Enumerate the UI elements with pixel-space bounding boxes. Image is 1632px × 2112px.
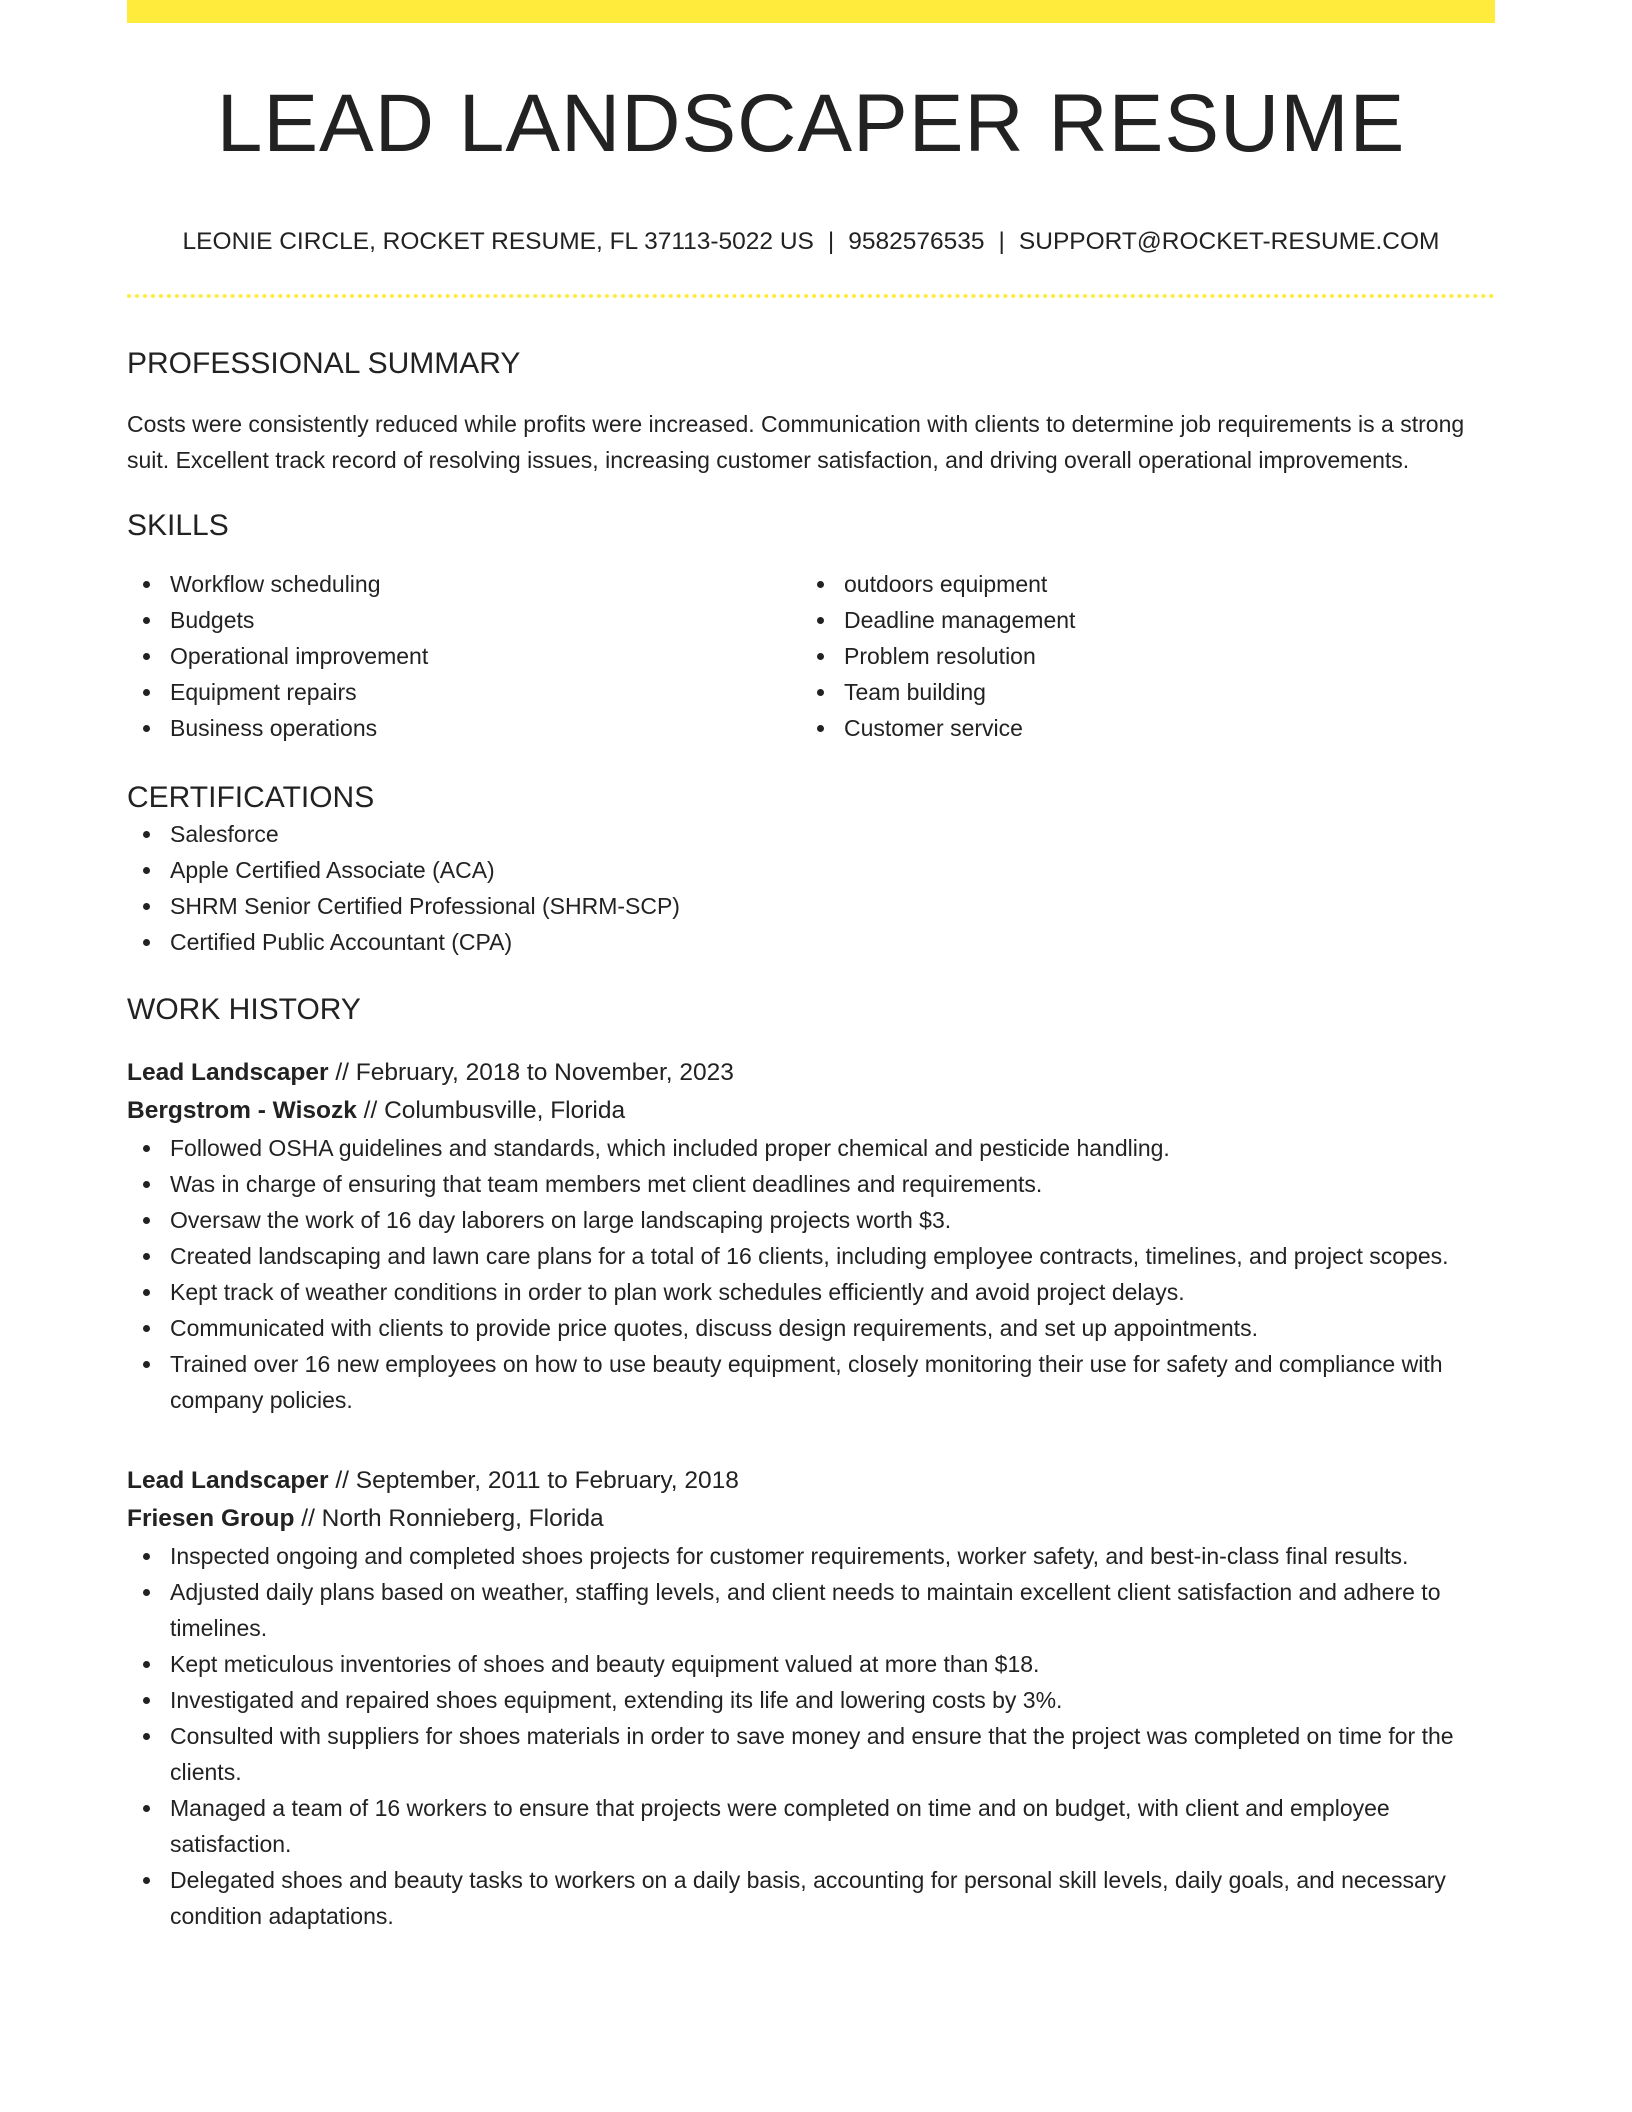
job-title-line [127,1054,1495,1092]
job-duty-item [127,1310,1495,1346]
job-duty-item [127,1682,1495,1718]
job-duty-item [127,1202,1495,1238]
bullet-dot [143,939,150,946]
bullet-dot [143,1145,150,1152]
job-duty-text: Created landscaping and lawn care plans for a total of 16 clients, including employee contracts, timelines, and project scopes. [170,1242,1449,1269]
job-duty-item [127,1574,1495,1646]
bullet-dot [143,1253,150,1260]
job-company: Bergstrom - Wisozk [127,1096,357,1124]
job-title: Lead Landscaper [127,1058,329,1086]
bullet-dot [143,581,150,588]
job-location: // North Ronnieberg, Florida [294,1504,604,1532]
certification-item [127,924,1495,960]
skill-text: Deadline management [844,606,1076,633]
bullet-dot [143,1697,150,1704]
skills-column-left [127,566,801,746]
bullet-dot [143,689,150,696]
certification-item [127,816,1495,852]
job-entry [127,1054,1495,1418]
certification-item [127,888,1495,924]
job-duty-item [127,1238,1495,1274]
skills-columns [127,566,1495,746]
job-duty-text: Kept track of weather conditions in order to plan work schedules efficiently and avoid project delays. [170,1278,1185,1305]
job-duty-text: Kept meticulous inventories of shoes and beauty equipment valued at more than $18. [170,1650,1040,1677]
job-duty-text: Adjusted daily plans based on weather, staffing levels, and client needs to maintain excellent client satisfaction and adhere to timelines. [170,1578,1441,1641]
bullet-dot [143,1361,150,1368]
job-duty-text: Followed OSHA guidelines and standards, which included proper chemical and pesticide handling. [170,1134,1170,1161]
bullet-dot [143,1181,150,1188]
job-duty-item [127,1538,1495,1574]
bullet-dot [143,617,150,624]
bullet-dot [143,867,150,874]
job-duty-item [127,1646,1495,1682]
bullet-dot [143,903,150,910]
job-duty-item [127,1790,1495,1862]
job-duty-item [127,1346,1495,1418]
bullet-dot [143,1661,150,1668]
bullet-dot [143,1805,150,1812]
job-title-line [127,1462,1495,1500]
bullet-dot [143,725,150,732]
bullet-dot [143,1733,150,1740]
skill-item [127,674,801,710]
skill-text: Operational improvement [170,642,429,669]
skill-text: outdoors equipment [844,570,1048,597]
bullet-dot [143,831,150,838]
skill-item [801,602,1475,638]
job-company-line [127,1500,1495,1538]
skill-item [801,710,1475,746]
certification-text: Apple Certified Associate (ACA) [170,856,495,883]
skill-item [801,566,1475,602]
certification-text: Salesforce [170,820,279,847]
job-duties-list [127,1130,1495,1418]
contact-email: SUPPORT@ROCKET-RESUME.COM [1018,228,1440,256]
job-duty-item [127,1130,1495,1166]
contact-separator: | [998,228,1005,256]
certification-text: Certified Public Accountant (CPA) [170,928,513,955]
skill-text: Problem resolution [844,642,1036,669]
summary-heading: PROFESSIONAL SUMMARY [127,346,521,380]
skill-item [127,566,801,602]
contact-separator: | [827,228,835,256]
bullet-dot [817,653,824,660]
work-history-heading: WORK HISTORY [127,992,361,1026]
skill-item [801,638,1475,674]
skills-heading: SKILLS [127,508,229,542]
bullet-dot [143,653,150,660]
bullet-dot [143,1325,150,1332]
job-dates: // February, 2018 to November, 2023 [328,1058,734,1086]
skill-item [127,710,801,746]
skill-text: Customer service [844,714,1023,741]
bullet-dot [143,1877,150,1884]
bullet-dot [817,581,824,588]
bullet-dot [817,689,824,696]
dotted-divider [127,294,1495,298]
bullet-dot [143,1553,150,1560]
bullet-dot [817,725,824,732]
skill-item [801,674,1475,710]
bullet-dot [143,1589,150,1596]
job-duty-item [127,1274,1495,1310]
job-company: Friesen Group [127,1504,295,1532]
bullet-dot [817,617,824,624]
skill-text: Budgets [170,606,255,633]
skills-list-left [127,566,801,746]
contact-line [127,227,1495,256]
summary-text: Costs were consistently reduced while profits were increased. Communication with clients to determine job requirements is a strong suit. Excellent track record of resolving issues, increasing customer satisfaction, and driving overall operational improvements. [127,410,1465,473]
resume-page [127,0,1495,1934]
skill-text: Equipment repairs [170,678,357,705]
job-duty-item [127,1718,1495,1790]
contact-phone: 9582576535 [848,228,985,256]
skills-list-right [801,566,1475,746]
job-duty-text: Delegated shoes and beauty tasks to workers on a daily basis, accounting for personal skill levels, daily goals, and necessary condition adaptations. [170,1866,1446,1929]
job-company-line [127,1092,1495,1130]
skill-text: Team building [844,678,986,705]
certification-item [127,852,1495,888]
skill-text: Business operations [170,714,378,741]
job-duty-item [127,1862,1495,1934]
skill-item [127,638,801,674]
job-duty-text: Inspected ongoing and completed shoes projects for customer requirements, worker safety, and best-in-class final results. [170,1542,1409,1569]
skill-text: Workflow scheduling [170,570,381,597]
resume-title: LEAD LANDSCAPER RESUME [216,78,1406,169]
contact-address: LEONIE CIRCLE, ROCKET RESUME, FL 37113-5022 US [182,228,814,256]
job-duty-text: Communicated with clients to provide price quotes, discuss design requirements, and set up appointments. [170,1314,1258,1341]
job-duty-text: Consulted with suppliers for shoes materials in order to save money and ensure that the project was completed on time for the clients. [170,1722,1454,1785]
job-dates: // September, 2011 to February, 2018 [328,1466,739,1494]
job-location: // Columbusville, Florida [356,1096,626,1124]
bullet-dot [143,1217,150,1224]
job-duties-list [127,1538,1495,1934]
certifications-heading: CERTIFICATIONS [127,780,375,814]
job-duty-text: Managed a team of 16 workers to ensure that projects were completed on time and on budget, with client and employee satisfaction. [170,1794,1390,1857]
job-title: Lead Landscaper [127,1466,329,1494]
job-duty-text: Investigated and repaired shoes equipment, extending its life and lowering costs by 3%. [170,1686,1063,1713]
skills-column-right [801,566,1475,746]
job-duty-text: Was in charge of ensuring that team members met client deadlines and requirements. [170,1170,1043,1197]
bullet-dot [143,1289,150,1296]
job-duty-item [127,1166,1495,1202]
top-accent-bar [127,0,1495,23]
job-duty-text: Oversaw the work of 16 day laborers on large landscaping projects worth $3. [170,1206,952,1233]
certifications-list [127,816,1495,960]
certification-text: SHRM Senior Certified Professional (SHRM-SCP) [170,892,680,919]
skill-item [127,602,801,638]
job-entry [127,1462,1495,1934]
job-duty-text: Trained over 16 new employees on how to use beauty equipment, closely monitoring their use for safety and compliance with company policies. [170,1350,1443,1413]
